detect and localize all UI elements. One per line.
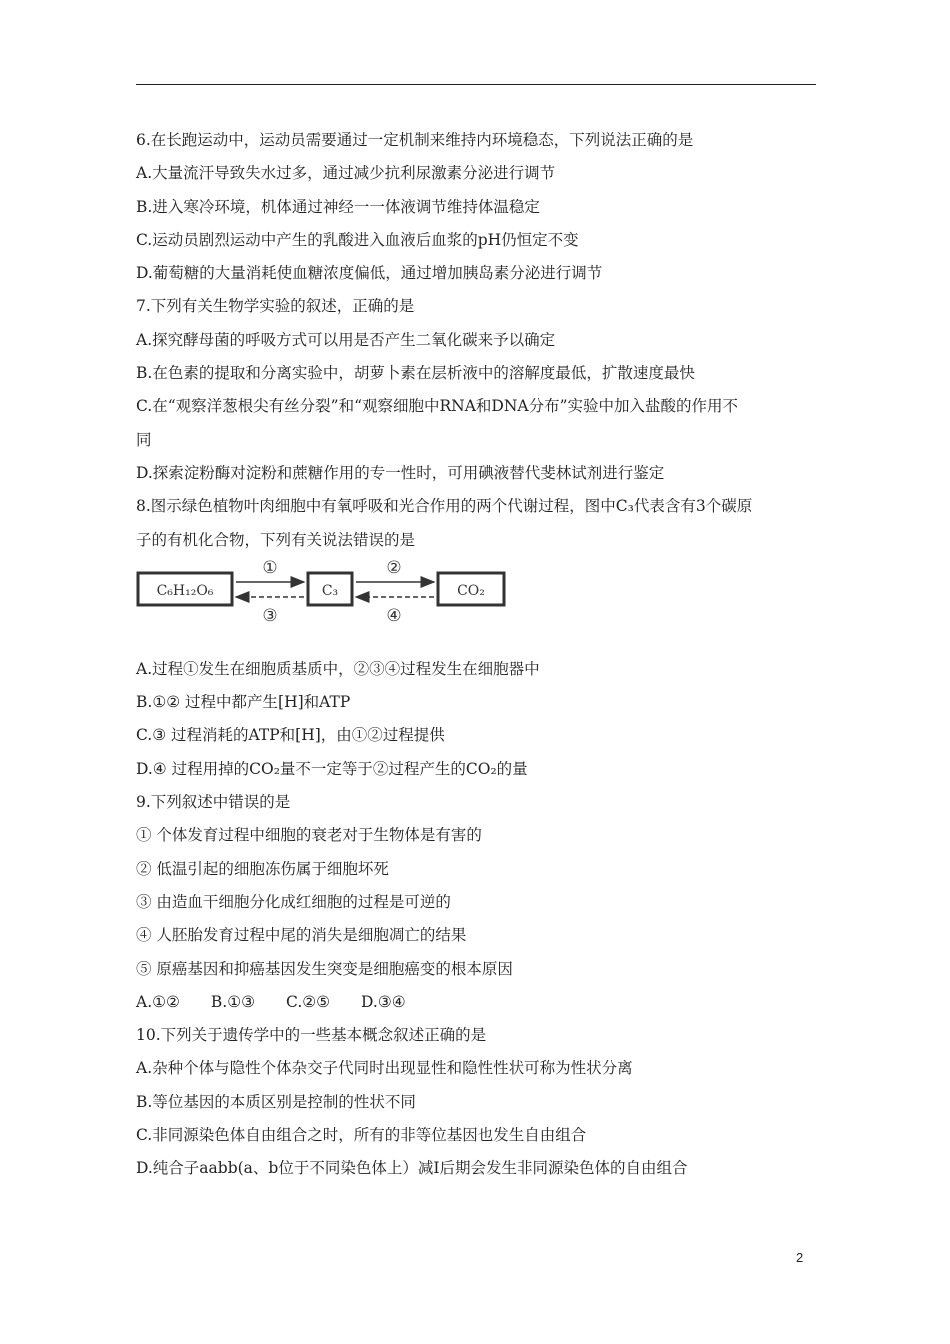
q7-option-c-cont: 同: [136, 430, 152, 449]
q9-statement-2: ② 低温引起的细胞冻伤属于细胞坏死: [136, 859, 389, 878]
label-process-3: ③: [262, 605, 278, 626]
label-process-4: ④: [386, 605, 402, 626]
q8-option-b: B.①② 过程中都产生[H]和ATP: [136, 693, 351, 712]
q8-stem-cont: 子的有机化合物，下列有关说法错误的是: [136, 530, 416, 549]
box-co2-label: CO₂: [457, 582, 485, 599]
q8-option-a: A.过程①发生在细胞质基质中，②③④过程发生在细胞器中: [136, 659, 540, 678]
q10-option-c: C.非同源染色体自由组合之时，所有的非等位基因也发生自由组合: [136, 1126, 587, 1145]
q7-option-c: C.在“观察洋葱根尖有丝分裂”和“观察细胞中RNA和DNA分布”实验中加入盐酸的作用不: [136, 397, 739, 416]
q7-option-a: A.探究酵母菌的呼吸方式可以用是否产生二氧化碳来予以确定: [136, 330, 556, 349]
q7-option-b: B.在色素的提取和分离实验中，胡萝卜素在层析液中的溶解度最低，扩散速度最快: [136, 364, 695, 383]
header-rule: [136, 84, 816, 85]
label-process-2: ②: [386, 557, 402, 578]
page-number: 2: [796, 1250, 804, 1265]
q6-option-a: A.大量流汗导致失水过多，通过减少抗利尿激素分泌进行调节: [136, 164, 556, 183]
q6-option-c: C.运动员剧烈运动中产生的乳酸进入血液后血浆的pH仍恒定不变: [136, 230, 579, 249]
q8-stem: 8.图示绿色植物叶肉细胞中有氧呼吸和光合作用的两个代谢过程，图中C₃代表含有3个碳原: [136, 497, 753, 516]
box-c3-label: C₃: [321, 582, 339, 599]
q6-option-b: B.进入寒冷环境，机体通过神经一一体液调节维持体温稳定: [136, 197, 540, 216]
q10-option-d: D.纯合子aabb(a、b位于不同染色体上）减Ⅰ后期会发生非同源染色体的自由组合: [136, 1159, 688, 1178]
question-content: [136, 124, 826, 1186]
q6-stem: 6.在长跑运动中，运动员需要通过一定机制来维持内环境稳态，下列说法正确的是: [136, 131, 694, 149]
q7-stem: 7.下列有关生物学实验的叙述，正确的是: [136, 297, 415, 316]
q10-option-b: B.等位基因的本质区别是控制的性状不同: [136, 1092, 416, 1111]
q9-statement-3: ③ 由造血干细胞分化成红细胞的过程是可逆的: [136, 892, 451, 911]
q9-statement-5: ⑤ 原癌基因和抑癌基因发生突变是细胞癌变的根本原因: [136, 959, 513, 978]
q10-stem: 10.下列关于遗传学中的一些基本概念叙述正确的是: [136, 1026, 487, 1045]
q9-options: A.①② B.①③ C.②⑤ D.③④: [136, 992, 406, 1011]
q9-statement-4: ④ 人胚胎发育过程中尾的消失是细胞凋亡的结果: [136, 926, 467, 945]
q9-stem: 9.下列叙述中错误的是: [136, 793, 291, 812]
q8-option-d: D.④ 过程用掉的CO₂量不一定等于②过程产生的CO₂的量: [136, 759, 528, 778]
q10-option-a: A.杂种个体与隐性个体杂交子代同时出现显性和隐性性状可称为性状分离: [136, 1059, 633, 1078]
q8-option-c: C.③ 过程消耗的ATP和[H]，由①②过程提供: [136, 726, 445, 745]
metabolism-diagram-svg: [136, 557, 826, 653]
q7-option-d: D.探索淀粉酶对淀粉和蔗糖作用的专一性时，可用碘液替代斐林试剂进行鉴定: [136, 463, 665, 482]
q6-option-d: D.葡萄糖的大量消耗使血糖浓度偏低，通过增加胰岛素分泌进行调节: [136, 264, 603, 283]
metabolism-diagram: [136, 557, 826, 653]
label-process-1: ①: [262, 557, 278, 578]
q9-statement-1: ① 个体发育过程中细胞的衰老对于生物体是有害的: [136, 826, 482, 845]
box-glucose-label: C₆H₁₂O₆: [156, 582, 214, 599]
